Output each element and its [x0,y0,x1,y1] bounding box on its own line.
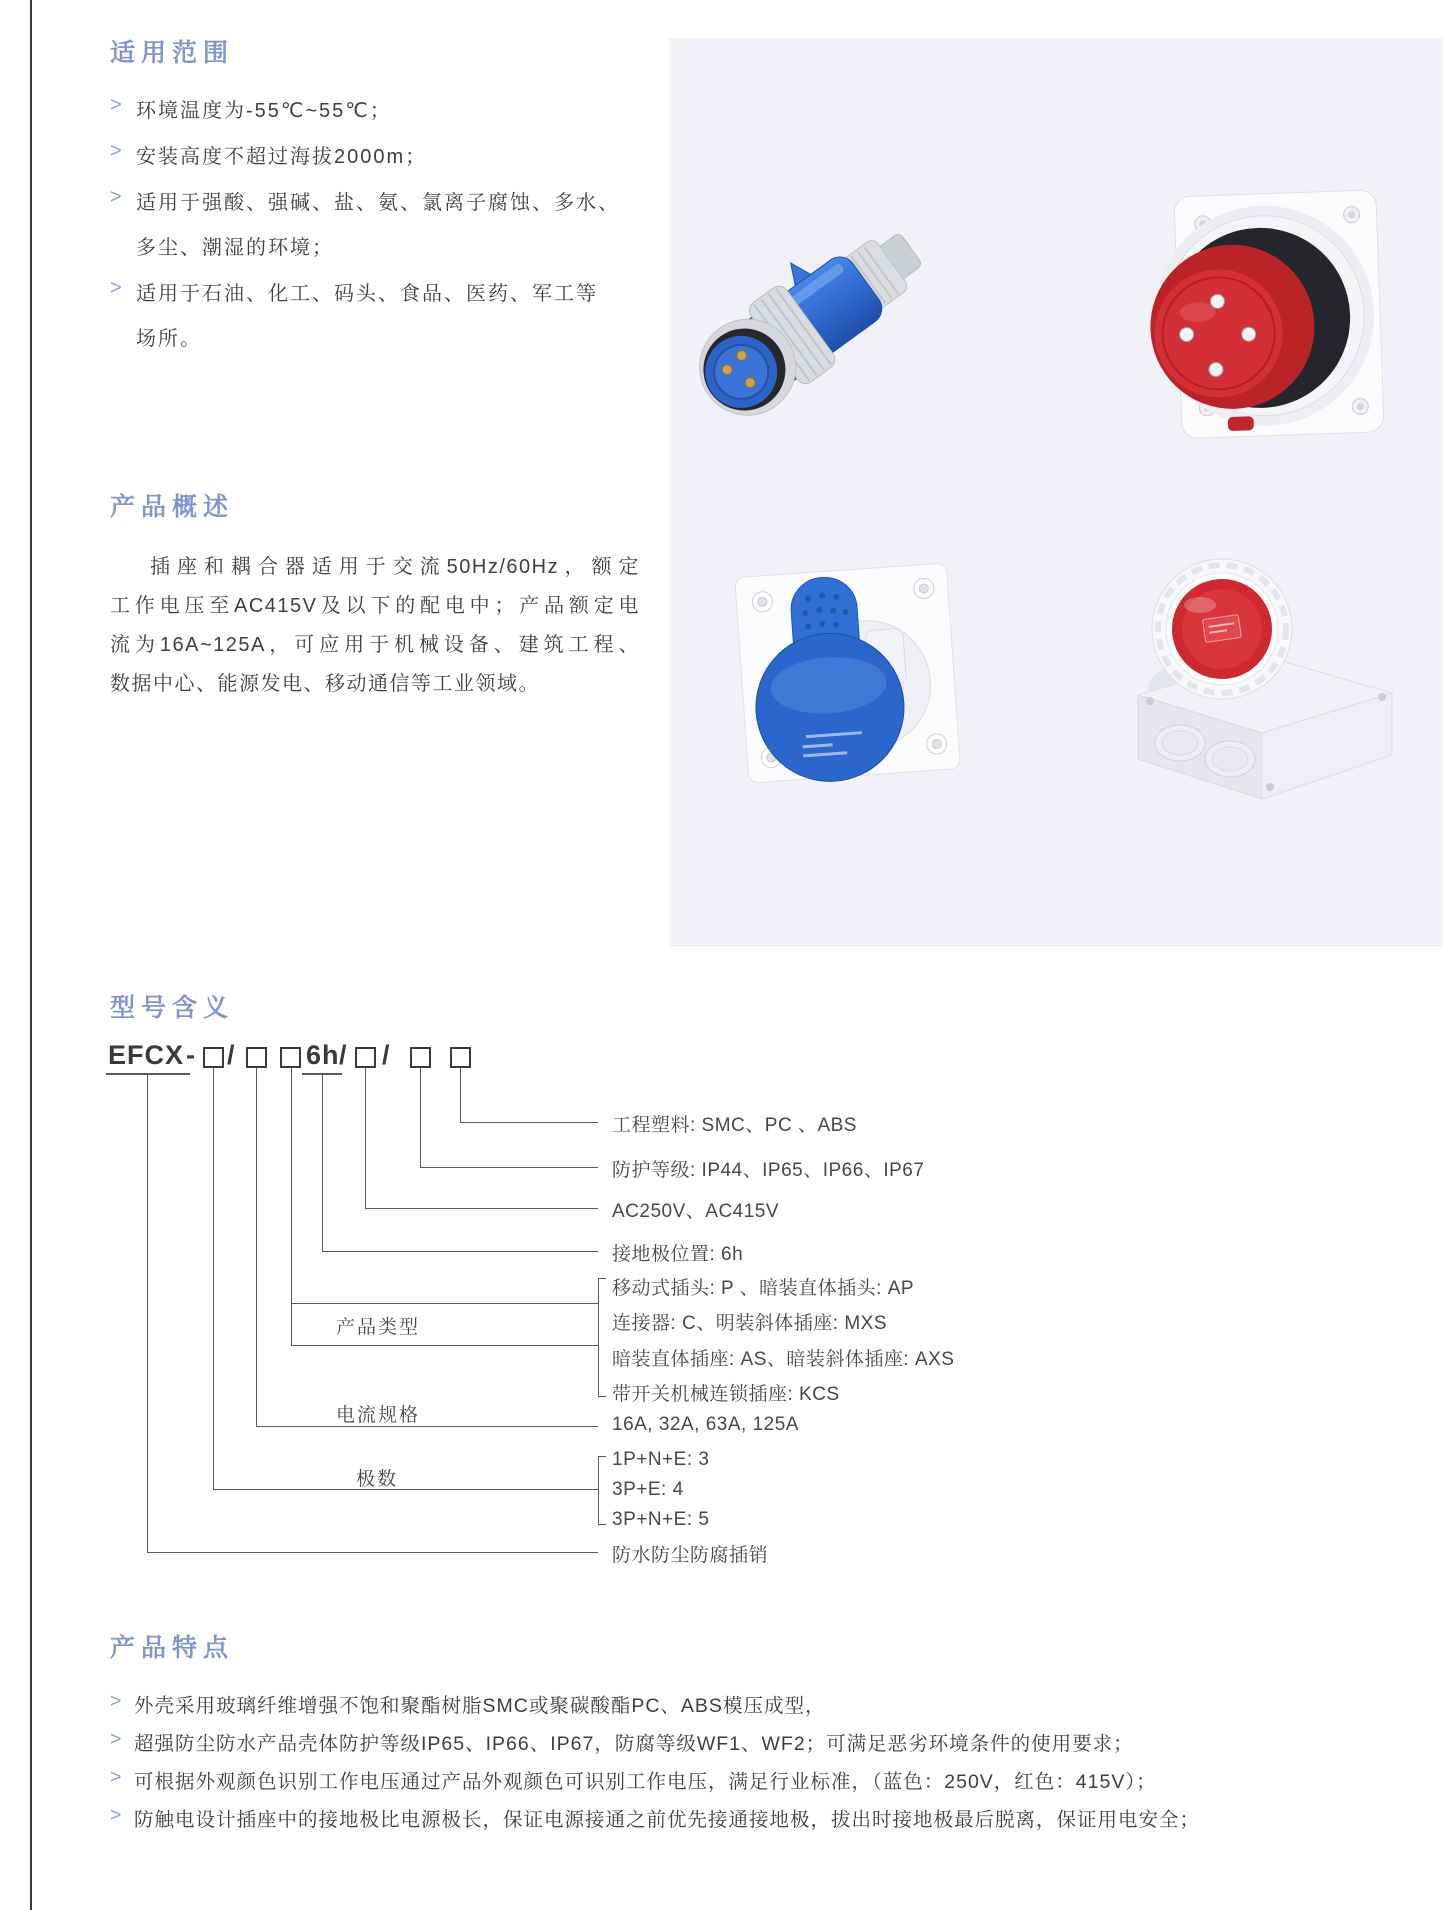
overview-paragraph-line: 流为16A~125A，可应用于机械设备、建筑工程、 [110,634,640,656]
model-type-option: 连接器: C、明装斜体插座: MXS [612,1313,888,1334]
feature-line-text: 超强防尘防水产品壳体防护等级IP65、IP66、IP67，防腐等级WF1、WF2；可满足恶劣环境条件的使用要求； [134,1733,1134,1755]
feature-line [110,1690,825,1718]
overview-title: 产品概述 [110,493,235,521]
product-photo-blue-plug-icon [668,180,960,458]
diagram-line [460,1068,461,1122]
diagram-bracket-tick [598,1456,606,1457]
model-material-label: 工程塑料: SMC、PC 、ABS [612,1115,857,1136]
model-type-option: 暗装直体插座: AS、暗装斜体插座: AXS [612,1349,955,1370]
scope-line [110,231,334,260]
diagram-line [460,1122,598,1123]
model-code-box-material [450,1047,471,1068]
scope-line-text: 适用于强酸、强碱、盐、氨、氯离子腐蚀、多水、 [136,192,620,214]
feature-line-text: 外壳采用玻璃纤维增强不饱和聚酯树脂SMC或聚碳酸酯PC、ABS模压成型， [134,1695,826,1717]
model-series-label: 防水防尘防腐插销 [612,1545,769,1566]
feature-line-text: 可根据外观颜色识别工作电压通过产品外观颜色可识别工作电压，满足行业标准，（蓝色：250V，红色：415V）； [134,1771,1157,1793]
scope-line-text: 适用于石油、化工、码头、食品、医药、军工等 [136,283,598,305]
diagram-bracket-tick [598,1278,606,1279]
model-poles-option: 3P+E: 4 [612,1479,684,1500]
model-code-box-poles [203,1047,224,1068]
overview-paragraph-line: 工作电压至AC415V及以下的配电中；产品额定电 [110,595,640,617]
product-photo-blue-panel-socket-icon [690,535,978,823]
features-title: 产品特点 [110,1634,235,1662]
bullet-marker: > [110,140,122,162]
bullet-marker: > [110,277,122,299]
scope-line [110,322,202,351]
scope-line [110,140,427,169]
scope-line-text: 场所。 [136,328,202,350]
diagram-line [256,1068,257,1426]
overview-paragraph-line: 数据中心、能源发电、移动通信等工业领域。 [110,673,540,695]
model-code-box-protection [410,1047,431,1068]
diagram-line [256,1426,598,1427]
scope-line [110,94,392,123]
product-photo-red-flange-plug-icon [1112,172,1402,457]
model-poles-group-label: 极数 [356,1469,399,1490]
diagram-line [322,1251,598,1252]
model-code-slash: / [227,1040,236,1070]
feature-line [110,1766,1157,1794]
scope-title: 适用范围 [110,39,235,67]
diagram-line [322,1075,323,1251]
blue-panel-socket-body [735,563,961,787]
model-type-option: 移动式插头: P 、暗装直体插头: AP [612,1278,915,1299]
red-wall-socket-body [1138,559,1392,799]
bullet-marker: > [110,1728,122,1750]
feature-line-text: 防触电设计插座中的接地极比电源极长，保证电源接通之前优先接通接地极，拔出时接地极最后脱离，保证用电安全； [134,1809,1201,1831]
bullet-marker: > [110,1766,122,1788]
overview-paragraph-line: 插座和耦合器适用于交流50Hz/60Hz，额定 [150,556,640,578]
model-protection-label: 防护等级: IP44、IP65、IP66、IP67 [612,1160,925,1181]
model-current-label: 16A, 32A, 63A, 125A [612,1414,799,1435]
model-code-slash: / [382,1040,391,1070]
diagram-bracket [598,1456,599,1524]
red-flange-plug-body [1146,190,1384,440]
diagram-line [420,1068,421,1167]
model-code-dash: - [186,1040,196,1070]
model-code-box-current [246,1047,267,1068]
bullet-marker: > [110,186,122,208]
model-poles-option: 3P+N+E: 5 [612,1509,710,1530]
diagram-underline-prefix [106,1073,190,1075]
diagram-line [365,1068,366,1208]
model-type-option: 带开关机械连锁插座: KCS [612,1384,840,1405]
model-code-prefix: EFCX [108,1040,185,1070]
feature-line [110,1728,1134,1756]
bullet-marker: > [110,1804,122,1826]
feature-line [110,1804,1200,1832]
diagram-line [291,1303,598,1304]
scope-line [110,186,620,215]
blue-plug-body [674,201,940,435]
model-poles-option: 1P+N+E: 3 [612,1449,710,1470]
diagram-line [365,1208,598,1209]
model-code-box-voltage [355,1047,376,1068]
diagram-line [213,1489,598,1490]
scope-line-text: 环境温度为-55℃~55℃； [136,100,392,122]
page-left-rule [30,0,32,1910]
model-voltage-label: AC250V、AC415V [612,1201,780,1222]
diagram-line [213,1068,214,1489]
model-type-group-label: 产品类型 [336,1317,421,1338]
diagram-line [291,1068,292,1303]
diagram-line [147,1552,598,1553]
bullet-marker: > [110,1690,122,1712]
diagram-line [147,1075,148,1552]
model-earth-label: 接地极位置: 6h [612,1244,744,1265]
diagram-line [291,1303,292,1345]
diagram-bracket-tick [598,1524,606,1525]
product-photo-red-wall-socket-icon [1098,535,1410,807]
model-current-group-label: 电流规格 [336,1405,421,1426]
model-code-box-type [280,1047,301,1068]
model-code-slash: / [339,1040,348,1070]
diagram-line [291,1345,598,1346]
scope-line-text: 多尘、潮湿的环境； [136,237,334,259]
model-code-earth: 6h [306,1040,340,1070]
diagram-bracket [598,1278,599,1396]
diagram-bracket-tick [598,1396,606,1397]
model-title: 型号含义 [110,994,235,1022]
bullet-marker: > [110,94,122,116]
scope-line-text: 安装高度不超过海拔2000m； [136,146,428,168]
scope-line [110,277,598,306]
diagram-line [420,1167,598,1168]
